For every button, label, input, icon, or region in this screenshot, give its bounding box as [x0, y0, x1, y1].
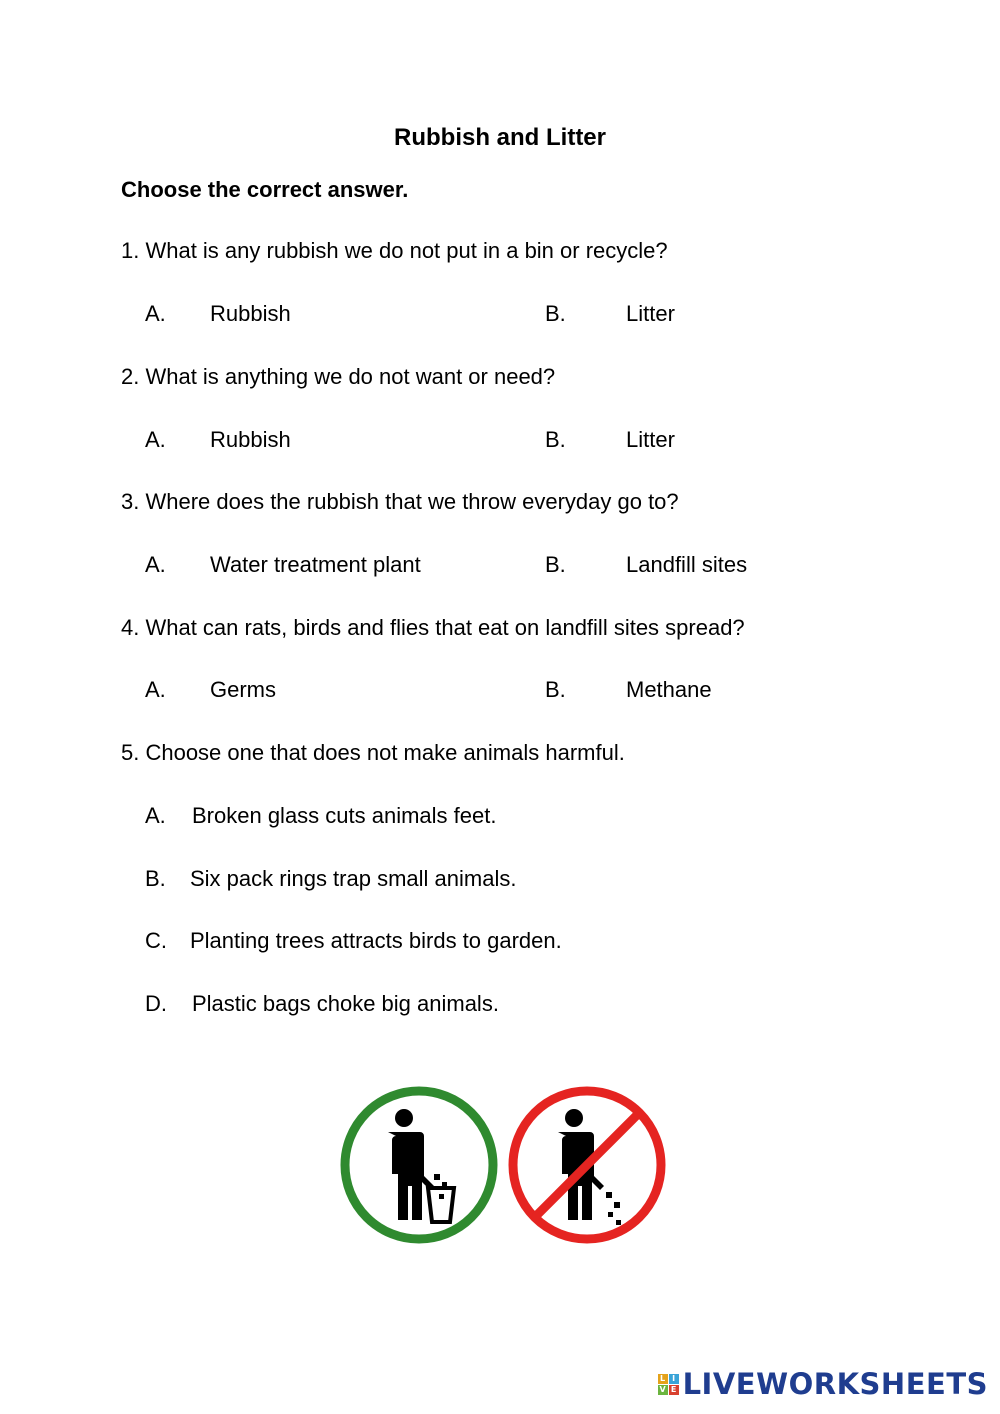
liveworksheets-logo — [658, 1368, 988, 1400]
q5-option-b[interactable]: Six pack rings trap small animals. — [190, 866, 517, 891]
question-1: 1. What is any rubbish we do not put in a bin or recycle? — [121, 238, 668, 263]
q1-option-a[interactable]: Rubbish — [210, 301, 291, 326]
litter-signs — [336, 1082, 672, 1248]
q4-option-a-letter: A. — [145, 677, 166, 702]
q2-option-b[interactable]: Litter — [626, 427, 675, 452]
q3-option-a-letter: A. — [145, 552, 166, 577]
logo-letter-e: E — [669, 1385, 679, 1395]
q3-option-b-letter: B. — [545, 552, 566, 577]
page-title: Rubbish and Litter — [394, 124, 606, 151]
logo-letter-v: V — [659, 1384, 666, 1394]
question-5: 5. Choose one that does not make animals harmful. — [121, 740, 625, 765]
question-2: 2. What is anything we do not want or need? — [121, 364, 556, 389]
q2-option-a[interactable]: Rubbish — [210, 427, 291, 452]
question-4: 4. What can rats, birds and flies that eat on landfill sites spread? — [121, 615, 745, 640]
brand-name: LIVEWORKSHEETS — [682, 1367, 988, 1401]
q5-option-a[interactable]: Broken glass cuts animals feet. — [192, 803, 497, 828]
instruction: Choose the correct answer. — [121, 177, 409, 202]
q4-option-b-letter: B. — [545, 677, 566, 702]
q2-option-b-letter: B. — [545, 427, 566, 452]
q5-option-a-letter: A. — [145, 803, 166, 828]
q5-option-d[interactable]: Plastic bags choke big animals. — [192, 991, 499, 1016]
q1-option-b[interactable]: Litter — [626, 301, 675, 326]
q4-option-a[interactable]: Germs — [210, 677, 276, 702]
logo-letter-l: L — [658, 1374, 668, 1384]
logo-grid-icon — [658, 1374, 679, 1395]
q5-option-c[interactable]: Planting trees attracts birds to garden. — [190, 928, 562, 953]
q1-option-b-letter: B. — [545, 301, 566, 326]
q2-option-a-letter: A. — [145, 427, 166, 452]
q5-option-d-letter: D. — [145, 991, 167, 1016]
logo-letter-i: I — [669, 1374, 679, 1384]
question-3: 3. Where does the rubbish that we throw everyday go to? — [121, 489, 679, 514]
q5-option-c-letter: C. — [145, 928, 167, 953]
q1-option-a-letter: A. — [145, 301, 166, 326]
person-using-bin-icon — [345, 1091, 493, 1239]
q3-option-a[interactable]: Water treatment plant — [210, 552, 421, 577]
no-littering-icon — [513, 1091, 661, 1239]
q4-option-b[interactable]: Methane — [626, 677, 712, 702]
q3-option-b[interactable]: Landfill sites — [626, 552, 748, 577]
q5-option-b-letter: B. — [145, 866, 166, 891]
